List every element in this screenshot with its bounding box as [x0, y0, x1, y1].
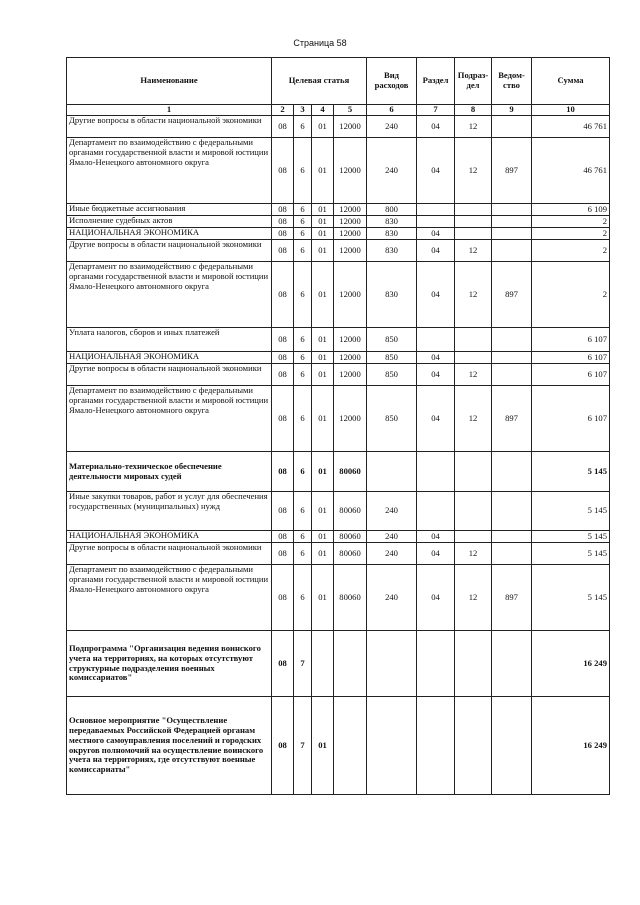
row-name: Департамент по взаимодействию с федеральными органами государственной власти и мировой юстиции Ямало-Ненецкого автономного округа: [67, 386, 272, 452]
row-name: Департамент по взаимодействию с федеральными органами государственной власти и мировой юстиции Ямало-Ненецкого автономного округа: [67, 138, 272, 204]
expense-type: 240: [367, 492, 417, 531]
target-item-part3: 01: [312, 697, 334, 795]
table-body: [67, 116, 610, 795]
target-item-part3: 01: [312, 352, 334, 364]
target-item-part2: 7: [294, 697, 312, 795]
target-item-part1: 08: [272, 543, 294, 565]
target-item-part2: 6: [294, 531, 312, 543]
expense-type: 240: [367, 116, 417, 138]
sum: 2: [532, 216, 610, 228]
header-sum: Сумма: [532, 58, 610, 105]
target-item-part3: 01: [312, 262, 334, 328]
column-number: 4: [312, 105, 334, 116]
subsection: 12: [455, 116, 492, 138]
target-item-code: 80060: [334, 565, 367, 631]
row-name: Иные закупки товаров, работ и услуг для обеспечения государственных (муниципальных) нужд: [67, 492, 272, 531]
table-row: [67, 204, 610, 216]
row-name: Основное мероприятие "Осуществление передаваемых Российской Федерацией органам местного самоуправления поселений и городских округов полномочий на осуществление воинского учета на территориях, где отсутствуют военные комиссариаты": [67, 697, 272, 795]
expense-type: 800: [367, 204, 417, 216]
table-row: [67, 216, 610, 228]
header-target-item: Целевая статья: [272, 58, 367, 105]
subsection: [455, 452, 492, 492]
sum: 46 761: [532, 138, 610, 204]
target-item-part2: 6: [294, 216, 312, 228]
subsection: 12: [455, 386, 492, 452]
target-item-code: [334, 631, 367, 697]
expense-type: 830: [367, 240, 417, 262]
section: [417, 328, 455, 352]
row-name: Другие вопросы в области национальной экономики: [67, 116, 272, 138]
target-item-part3: 01: [312, 116, 334, 138]
subsection: [455, 228, 492, 240]
sum: 6 109: [532, 204, 610, 216]
subsection: [455, 492, 492, 531]
sum: 5 145: [532, 452, 610, 492]
expense-type: 850: [367, 328, 417, 352]
department: 897: [492, 262, 532, 328]
row-name: НАЦИОНАЛЬНАЯ ЭКОНОМИКА: [67, 531, 272, 543]
department: 897: [492, 386, 532, 452]
subsection: 12: [455, 138, 492, 204]
table-row: [67, 116, 610, 138]
column-number: 10: [532, 105, 610, 116]
table-row: [67, 240, 610, 262]
target-item-part3: 01: [312, 228, 334, 240]
target-item-code: 12000: [334, 240, 367, 262]
department: [492, 228, 532, 240]
sum: 16 249: [532, 631, 610, 697]
table-row: [67, 138, 610, 204]
section: [417, 452, 455, 492]
target-item-part1: 08: [272, 364, 294, 386]
header-expense-type: Вид расходов: [367, 58, 417, 105]
sum: 5 145: [532, 543, 610, 565]
target-item-part2: 6: [294, 352, 312, 364]
subsection: [455, 531, 492, 543]
header-section: Раздел: [417, 58, 455, 105]
header-subsection: Подраз-дел: [455, 58, 492, 105]
table-row: [67, 352, 610, 364]
target-item-code: 80060: [334, 452, 367, 492]
table-row: [67, 492, 610, 531]
subsection: [455, 631, 492, 697]
column-number: 9: [492, 105, 532, 116]
target-item-code: 12000: [334, 364, 367, 386]
sum: 6 107: [532, 328, 610, 352]
row-name: НАЦИОНАЛЬНАЯ ЭКОНОМИКА: [67, 352, 272, 364]
target-item-part3: 01: [312, 543, 334, 565]
table-row: [67, 262, 610, 328]
subsection: 12: [455, 240, 492, 262]
target-item-part1: 08: [272, 138, 294, 204]
row-name: Другие вопросы в области национальной экономики: [67, 543, 272, 565]
sum: 2: [532, 262, 610, 328]
target-item-part3: 01: [312, 216, 334, 228]
target-item-part2: 6: [294, 543, 312, 565]
target-item-part1: 08: [272, 262, 294, 328]
table-header-row: [67, 58, 610, 105]
column-number: 2: [272, 105, 294, 116]
row-name: Департамент по взаимодействию с федеральными органами государственной власти и мировой юстиции Ямало-Ненецкого автономного округа: [67, 262, 272, 328]
column-number: 3: [294, 105, 312, 116]
target-item-code: 12000: [334, 328, 367, 352]
expense-type: [367, 631, 417, 697]
column-number: 5: [334, 105, 367, 116]
expense-type: 830: [367, 216, 417, 228]
target-item-part2: 6: [294, 364, 312, 386]
table-row: [67, 631, 610, 697]
sum: 2: [532, 240, 610, 262]
table-row: [67, 328, 610, 352]
target-item-part2: 6: [294, 452, 312, 492]
target-item-part2: 6: [294, 138, 312, 204]
subsection: [455, 216, 492, 228]
expense-type: [367, 452, 417, 492]
section: [417, 204, 455, 216]
target-item-part1: 08: [272, 631, 294, 697]
expense-type: 240: [367, 531, 417, 543]
target-item-part1: 08: [272, 116, 294, 138]
department: [492, 328, 532, 352]
section: [417, 631, 455, 697]
section: 04: [417, 543, 455, 565]
target-item-code: 12000: [334, 204, 367, 216]
column-number: 1: [67, 105, 272, 116]
target-item-part3: 01: [312, 364, 334, 386]
sum: 16 249: [532, 697, 610, 795]
subsection: 12: [455, 262, 492, 328]
department: [492, 531, 532, 543]
expense-type: 850: [367, 364, 417, 386]
target-item-part1: 08: [272, 492, 294, 531]
header-department: Ведом-ство: [492, 58, 532, 105]
table-row: [67, 543, 610, 565]
section: 04: [417, 531, 455, 543]
row-name: Подпрограмма "Организация ведения воинского учета на территориях, на которых отсутствуют структурные подразделения военных комиссариатов": [67, 631, 272, 697]
section: [417, 216, 455, 228]
target-item-part2: 6: [294, 228, 312, 240]
target-item-part1: 08: [272, 216, 294, 228]
column-number: 8: [455, 105, 492, 116]
expense-type: 240: [367, 543, 417, 565]
sum: 46 761: [532, 116, 610, 138]
target-item-part1: 08: [272, 386, 294, 452]
target-item-code: 12000: [334, 116, 367, 138]
row-name: Иные бюджетные ассигнования: [67, 204, 272, 216]
row-name: Другие вопросы в области национальной экономики: [67, 364, 272, 386]
sum: 6 107: [532, 364, 610, 386]
department: [492, 543, 532, 565]
department: 897: [492, 138, 532, 204]
target-item-part3: 01: [312, 565, 334, 631]
target-item-part3: 01: [312, 386, 334, 452]
target-item-code: 12000: [334, 386, 367, 452]
target-item-code: 80060: [334, 543, 367, 565]
expense-type: 830: [367, 228, 417, 240]
expense-type: 850: [367, 352, 417, 364]
subsection: [455, 204, 492, 216]
department: [492, 352, 532, 364]
subsection: 12: [455, 543, 492, 565]
expense-type: 240: [367, 138, 417, 204]
sum: 6 107: [532, 352, 610, 364]
target-item-code: 80060: [334, 531, 367, 543]
target-item-part2: 6: [294, 492, 312, 531]
department: [492, 216, 532, 228]
sum: 2: [532, 228, 610, 240]
target-item-part1: 08: [272, 204, 294, 216]
target-item-part1: 08: [272, 565, 294, 631]
target-item-code: 12000: [334, 216, 367, 228]
department: 897: [492, 565, 532, 631]
department: [492, 240, 532, 262]
target-item-code: 80060: [334, 492, 367, 531]
page-number: Страница 58: [293, 38, 347, 48]
target-item-part2: 6: [294, 204, 312, 216]
table-row: [67, 565, 610, 631]
target-item-part2: 7: [294, 631, 312, 697]
table-row: [67, 386, 610, 452]
expense-type: 240: [367, 565, 417, 631]
row-name: Другие вопросы в области национальной экономики: [67, 240, 272, 262]
section: 04: [417, 116, 455, 138]
target-item-code: 12000: [334, 262, 367, 328]
section: 04: [417, 138, 455, 204]
target-item-code: 12000: [334, 138, 367, 204]
target-item-part3: 01: [312, 204, 334, 216]
sum: 5 145: [532, 492, 610, 531]
department: [492, 204, 532, 216]
target-item-part1: 08: [272, 240, 294, 262]
section: 04: [417, 386, 455, 452]
row-name: НАЦИОНАЛЬНАЯ ЭКОНОМИКА: [67, 228, 272, 240]
section: [417, 492, 455, 531]
table-row: [67, 364, 610, 386]
target-item-part3: 01: [312, 240, 334, 262]
row-name: Департамент по взаимодействию с федеральными органами государственной власти и мировой юстиции Ямало-Ненецкого автономного округа: [67, 565, 272, 631]
subsection: [455, 328, 492, 352]
column-number-row: [67, 105, 610, 116]
target-item-part3: 01: [312, 452, 334, 492]
column-number: 6: [367, 105, 417, 116]
subsection: 12: [455, 565, 492, 631]
target-item-part1: 08: [272, 452, 294, 492]
department: [492, 116, 532, 138]
sum: 6 107: [532, 386, 610, 452]
target-item-part2: 6: [294, 565, 312, 631]
target-item-part1: 08: [272, 228, 294, 240]
target-item-part3: 01: [312, 492, 334, 531]
target-item-part3: 01: [312, 531, 334, 543]
target-item-part1: 08: [272, 352, 294, 364]
section: 04: [417, 262, 455, 328]
expense-type: [367, 697, 417, 795]
table-row: [67, 697, 610, 795]
department: [492, 364, 532, 386]
sum: 5 145: [532, 531, 610, 543]
table-row: [67, 531, 610, 543]
target-item-part3: 01: [312, 138, 334, 204]
target-item-part3: 01: [312, 328, 334, 352]
section: 04: [417, 228, 455, 240]
column-number: 7: [417, 105, 455, 116]
department: [492, 697, 532, 795]
department: [492, 452, 532, 492]
section: 04: [417, 352, 455, 364]
expense-type: 830: [367, 262, 417, 328]
department: [492, 492, 532, 531]
budget-table: [66, 57, 610, 795]
target-item-part2: 6: [294, 240, 312, 262]
target-item-part2: 6: [294, 116, 312, 138]
target-item-part1: 08: [272, 697, 294, 795]
target-item-part2: 6: [294, 262, 312, 328]
section: 04: [417, 240, 455, 262]
target-item-code: 12000: [334, 228, 367, 240]
row-name: Исполнение судебных актов: [67, 216, 272, 228]
target-item-part2: 6: [294, 328, 312, 352]
section: 04: [417, 364, 455, 386]
header-name: Наименование: [67, 58, 272, 105]
subsection: [455, 697, 492, 795]
target-item-part3: [312, 631, 334, 697]
target-item-part2: 6: [294, 386, 312, 452]
target-item-part1: 08: [272, 531, 294, 543]
row-name: Уплата налогов, сборов и иных платежей: [67, 328, 272, 352]
table-row: [67, 228, 610, 240]
target-item-code: [334, 697, 367, 795]
table-row: [67, 452, 610, 492]
row-name: Материально-техническое обеспечение деятельности мировых судей: [67, 452, 272, 492]
section: 04: [417, 565, 455, 631]
subsection: [455, 352, 492, 364]
subsection: 12: [455, 364, 492, 386]
section: [417, 697, 455, 795]
sum: 5 145: [532, 565, 610, 631]
target-item-code: 12000: [334, 352, 367, 364]
target-item-part1: 08: [272, 328, 294, 352]
expense-type: 850: [367, 386, 417, 452]
department: [492, 631, 532, 697]
